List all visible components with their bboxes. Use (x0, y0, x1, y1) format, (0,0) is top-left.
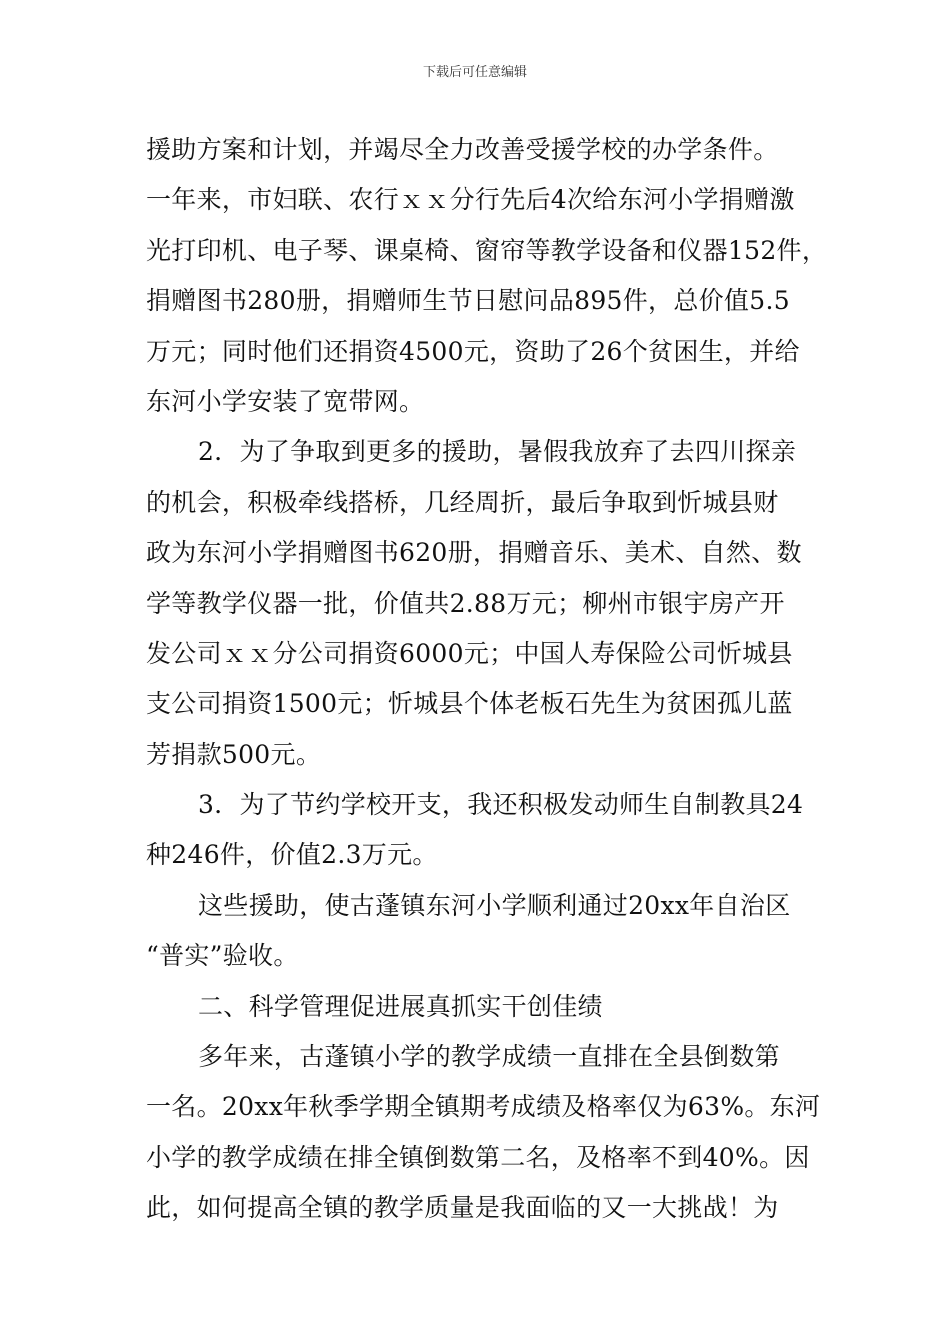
text-line: 多年来，古蓬镇小学的教学成绩一直排在全县倒数第 (198, 1042, 780, 1072)
text-line: 的机会，积极牵线搭桥，几经周折，最后争取到忻城县财 (146, 487, 779, 517)
section-heading: 二、科学管理促进展真抓实干创佳绩 (198, 991, 603, 1021)
text-line: 光打印机、电子琴、课桌椅、窗帘等教学设备和仪器152件， (146, 235, 828, 265)
document-body (146, 125, 826, 1234)
page-header-note: 下载后可任意编辑 (422, 65, 527, 80)
text-line: “普实”验收。 (146, 941, 299, 971)
text-line: 支公司捐资1500元；忻城县个体老板石先生为贫困孤儿蓝 (146, 689, 793, 719)
text-line: 万元；同时他们还捐资4500元，资助了26个贫困生，并给 (146, 336, 800, 366)
text-line: 此，如何提高全镇的教学质量是我面临的又一大挑战！为 (146, 1193, 779, 1223)
text-line: 这些援助，使古蓬镇东河小学顺利通过20xx年自治区 (198, 890, 791, 920)
text-line: 援助方案和计划，并竭尽全力改善受援学校的办学条件。 (146, 135, 779, 164)
text-line: 东河小学安装了宽带网。 (146, 386, 425, 416)
text-line: 学等教学仪器一批，价值共2.88万元；柳州市银宇房产开 (146, 588, 785, 618)
text-line: 2．为了争取到更多的援助，暑假我放弃了去四川探亲 (198, 437, 797, 467)
text-line: 芳捐款500元。 (146, 739, 322, 769)
text-line: 小学的教学成绩在排全镇倒数第二名，及格率不到40%。因 (146, 1142, 810, 1172)
text-line: 政为东河小学捐赠图书620册，捐赠音乐、美术、自然、数 (146, 538, 802, 568)
text-line: 捐赠图书280册，捐赠师生节日慰问品895件，总价值5.5 (146, 286, 790, 316)
text-line: 种246件，价值2.3万元。 (146, 840, 438, 870)
text-line: 发公司ｘｘ分公司捐资6000元；中国人寿保险公司忻城县 (146, 638, 793, 668)
text-line: 3．为了节约学校开支，我还积极发动师生自制教具24 (198, 790, 804, 820)
text-line: 一名。20xx年秋季学期全镇期考成绩及格率仅为63%。东河 (146, 1092, 821, 1122)
text-line: 一年来，市妇联、农行ｘｘ分行先后4次给东河小学捐赠激 (146, 185, 795, 215)
